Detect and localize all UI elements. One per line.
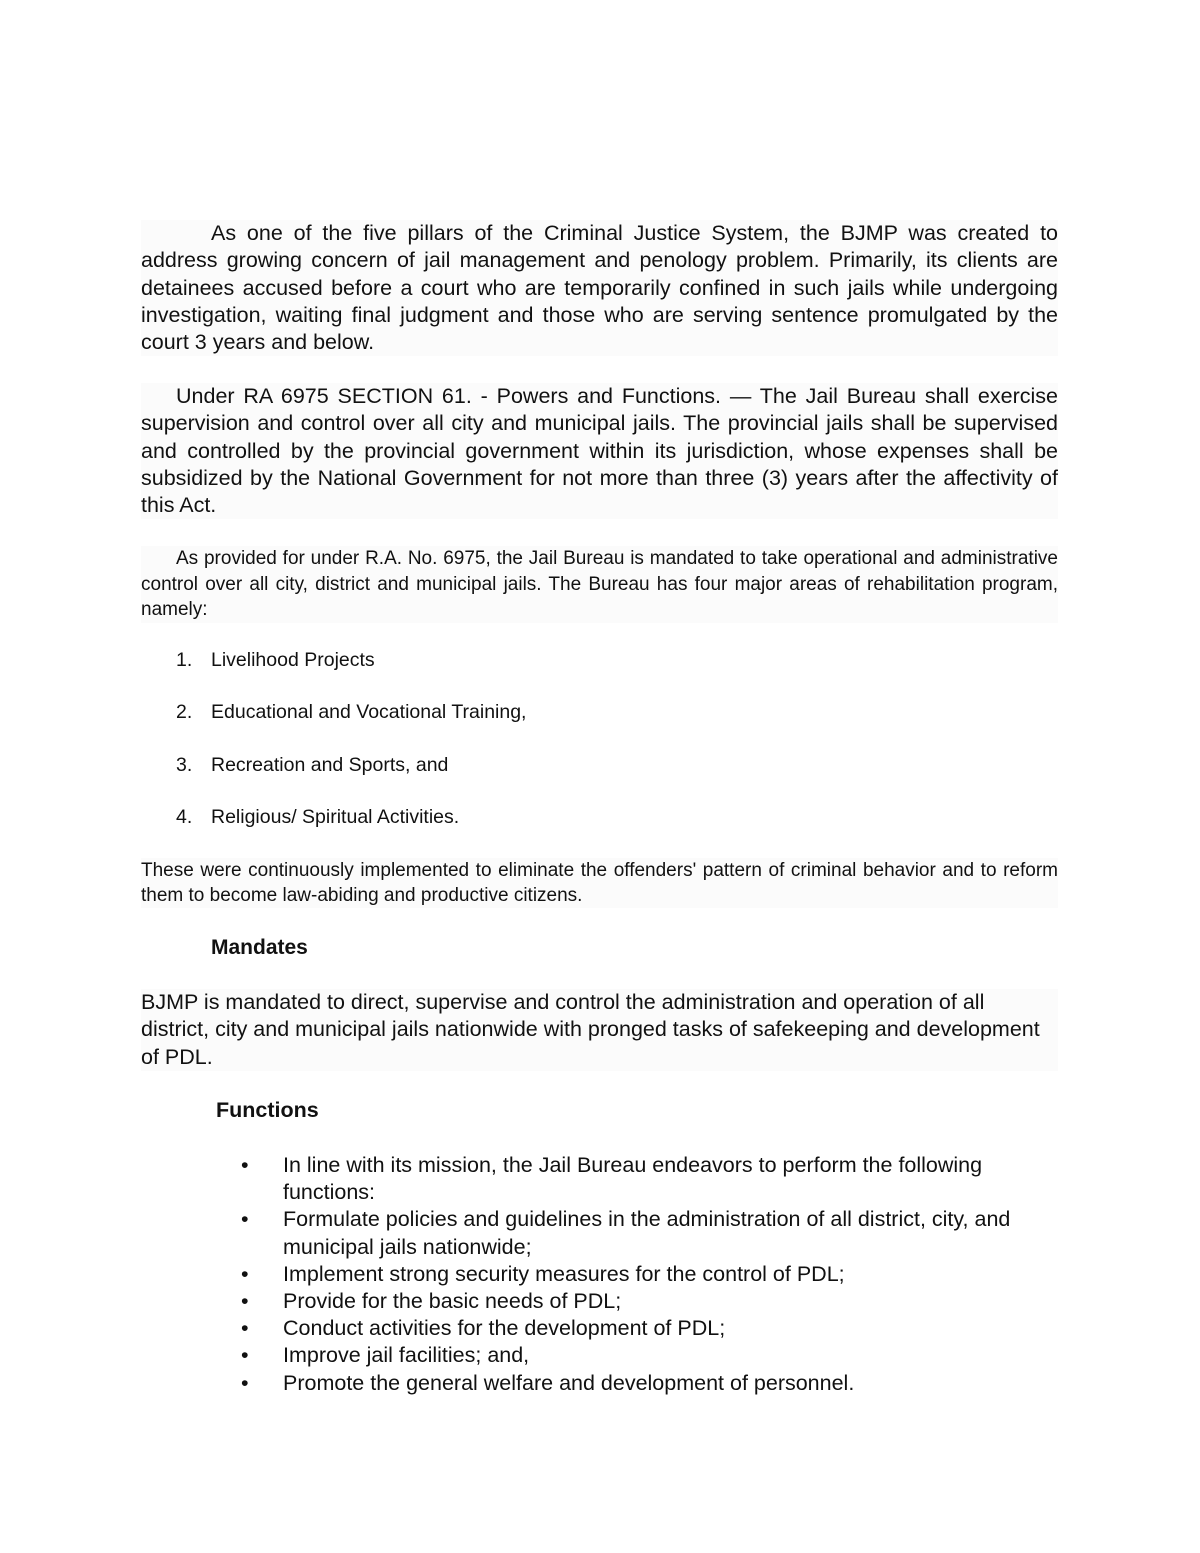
functions-heading: Functions (216, 1098, 319, 1122)
list-item (236, 1261, 1056, 1288)
list-item-text: Provide for the basic needs of PDL; (283, 1289, 622, 1314)
bullet-icon: • (241, 1343, 249, 1368)
list-item-text: Recreation and Sports, and (211, 753, 449, 776)
list-item (141, 751, 1058, 803)
bullet-icon: • (241, 1153, 249, 1177)
bullet-icon: • (241, 1316, 249, 1341)
list-number: 1. (176, 649, 193, 671)
mandates-paragraph: BJMP is mandated to direct, supervise and control the administration and operation of all district, city and municipal jails nationwide with pronged tasks of safekeeping and development of PDL. (141, 989, 1058, 1071)
ra-mandate-paragraph: As provided for under R.A. No. 6975, the Jail Bureau is mandated to take operational and administrative control over all city, district and municipal jails. The Bureau has four major areas of rehabilitation program, namely: (141, 546, 1058, 623)
list-item (141, 803, 1058, 855)
bullet-icon: • (241, 1261, 249, 1286)
list-item-text: Implement strong security measures for the control of PDL; (283, 1261, 845, 1286)
list-item-text: Livelihood Projects (211, 649, 375, 671)
list-item-text: Conduct activities for the development of PDL; (283, 1316, 726, 1341)
closing-paragraph: These were continuously implemented to eliminate the offenders' pattern of criminal behavior and to reform them to become law-abiding and productive citizens. (141, 860, 1058, 906)
list-item-text: In line with its mission, the Jail Bureau endeavors to perform the following functions: (283, 1153, 983, 1205)
list-item (236, 1370, 1056, 1397)
section-61-paragraph: Under RA 6975 SECTION 61. - Powers and Functions. — The Jail Bureau shall exercise supervision and control over all city and municipal jails. The provincial jails shall be supervised and controlled by the provincial government within its jurisdiction, whose expenses shall be subsidized by the National Government for not more than three (3) years after the affectivity of this Act. (141, 383, 1058, 519)
list-item (236, 1315, 1056, 1342)
list-item (236, 1342, 1056, 1369)
list-item-text: Formulate policies and guidelines in the administration of all district, city, and municipal jails nationwide; (283, 1207, 1011, 1259)
functions-list (236, 1152, 1056, 1397)
list-item-text: Educational and Vocational Training, (211, 701, 527, 724)
mandates-heading: Mandates (211, 936, 308, 959)
list-item-text: Religious/ Spiritual Activities. (211, 805, 460, 828)
bullet-icon: • (241, 1370, 249, 1395)
list-number: 4. (176, 805, 193, 828)
intro-paragraph: As one of the five pillars of the Criminal Justice System, the BJMP was created to address growing concern of jail management and penology problem. Primarily, its clients are detainees accused before a court who are temporarily confined in such jails while undergoing investigation, waiting final judgment and those who are serving sentence promulgated by the court 3 years and below. (141, 220, 1058, 356)
list-item-text: Improve jail facilities; and, (283, 1343, 530, 1368)
list-number: 2. (176, 701, 193, 724)
list-item (141, 646, 1058, 698)
list-item (236, 1288, 1056, 1315)
bullet-icon: • (241, 1289, 249, 1314)
list-item (236, 1152, 1056, 1206)
list-number: 3. (176, 753, 193, 776)
list-item (236, 1206, 1056, 1260)
list-item-text: Promote the general welfare and development of personnel. (283, 1370, 855, 1395)
rehabilitation-program-list (141, 646, 1058, 855)
bullet-icon: • (241, 1207, 249, 1232)
list-item (141, 698, 1058, 750)
